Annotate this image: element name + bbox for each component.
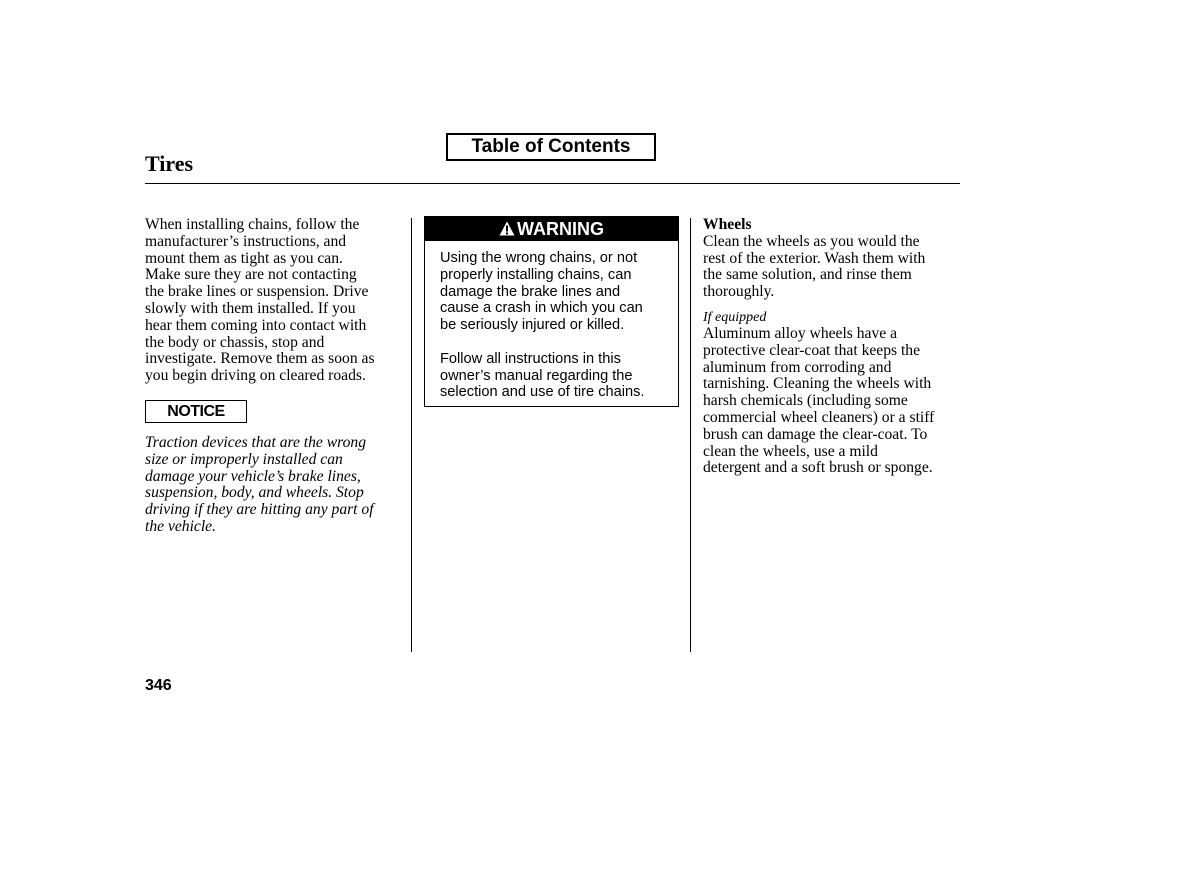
text-line: rest of the exterior. Wash them with [703,249,926,267]
warning-header [425,217,678,241]
page-title: Tires [145,151,194,176]
text-line: Make sure they are not contacting [145,266,357,284]
text-line: commercial wheel cleaners) or a stiff [703,408,935,426]
text-line: suspension, body, and wheels. Stop [145,484,364,502]
text-line: Aluminum alloy wheels have a [703,324,898,342]
text-line: properly installing chains, can [440,266,632,283]
text-line: the body or chassis, stop and [145,333,325,351]
warning-paragraph [440,250,678,334]
text-line: the brake lines or suspension. Drive [145,283,369,301]
text-line: Traction devices that are the wrong [145,434,367,451]
warning-label: WARNING [517,219,604,239]
wheels-section [703,217,965,477]
text-line: the vehicle. [145,517,216,535]
text-line: Using the wrong chains, or not [440,250,638,266]
text-line: slowly with them installed. If you [145,299,356,317]
notice-text [145,435,407,536]
text-line: tarnishing. Cleaning the wheels with [703,375,932,393]
text-line: you begin driving on cleared roads. [145,367,366,385]
text-line: investigate. Remove them as soon as [145,350,375,368]
text-line: the same solution, and rinse them [703,266,912,284]
text-line: damage your vehicle’s brake lines, [145,467,361,485]
text-line: owner’s manual regarding the [440,367,633,384]
title-divider [145,183,960,184]
warning-paragraph [440,351,678,401]
page-number: 346 [145,677,172,694]
text-line: protective clear-coat that keeps the [703,341,921,359]
text-line: brush can damage the clear-coat. To [703,425,928,443]
text-line: manufacturer’s instructions, and [145,232,347,250]
text-line: hear them coming into contact with [145,316,367,334]
warning-box [424,216,679,407]
notice-label: NOTICE [145,400,247,423]
section-heading: Wheels [703,216,752,233]
text-line: detergent and a soft brush or sponge. [703,459,933,477]
text-line: mount them as tight as you can. [145,249,343,267]
chains-install-text [145,217,407,385]
text-line: driving if they are hitting any part of [145,501,374,519]
text-line: Clean the wheels as you would the [703,232,920,250]
text-line: size or improperly installed can [145,450,343,468]
text-line: thoroughly. [703,283,775,301]
column-divider-right [690,218,691,652]
if-equipped-label: If equipped [703,309,767,325]
table-of-contents-button[interactable]: Table of Contents [446,133,656,161]
text-line: selection and use of tire chains. [440,384,645,401]
text-line: harsh chemicals (including some [703,392,908,410]
text-line: damage the brake lines and [440,283,621,300]
column-divider-left [411,218,412,652]
text-line: aluminum from corroding and [703,358,892,376]
warning-triangle-icon [499,221,515,236]
text-line: clean the wheels, use a mild [703,442,878,460]
text-line: cause a crash in which you can [440,300,643,317]
warning-body [425,241,678,401]
text-line: Follow all instructions in this [440,350,621,367]
text-line: be seriously injured or killed. [440,317,625,334]
text-line: When installing chains, follow the [145,216,360,233]
